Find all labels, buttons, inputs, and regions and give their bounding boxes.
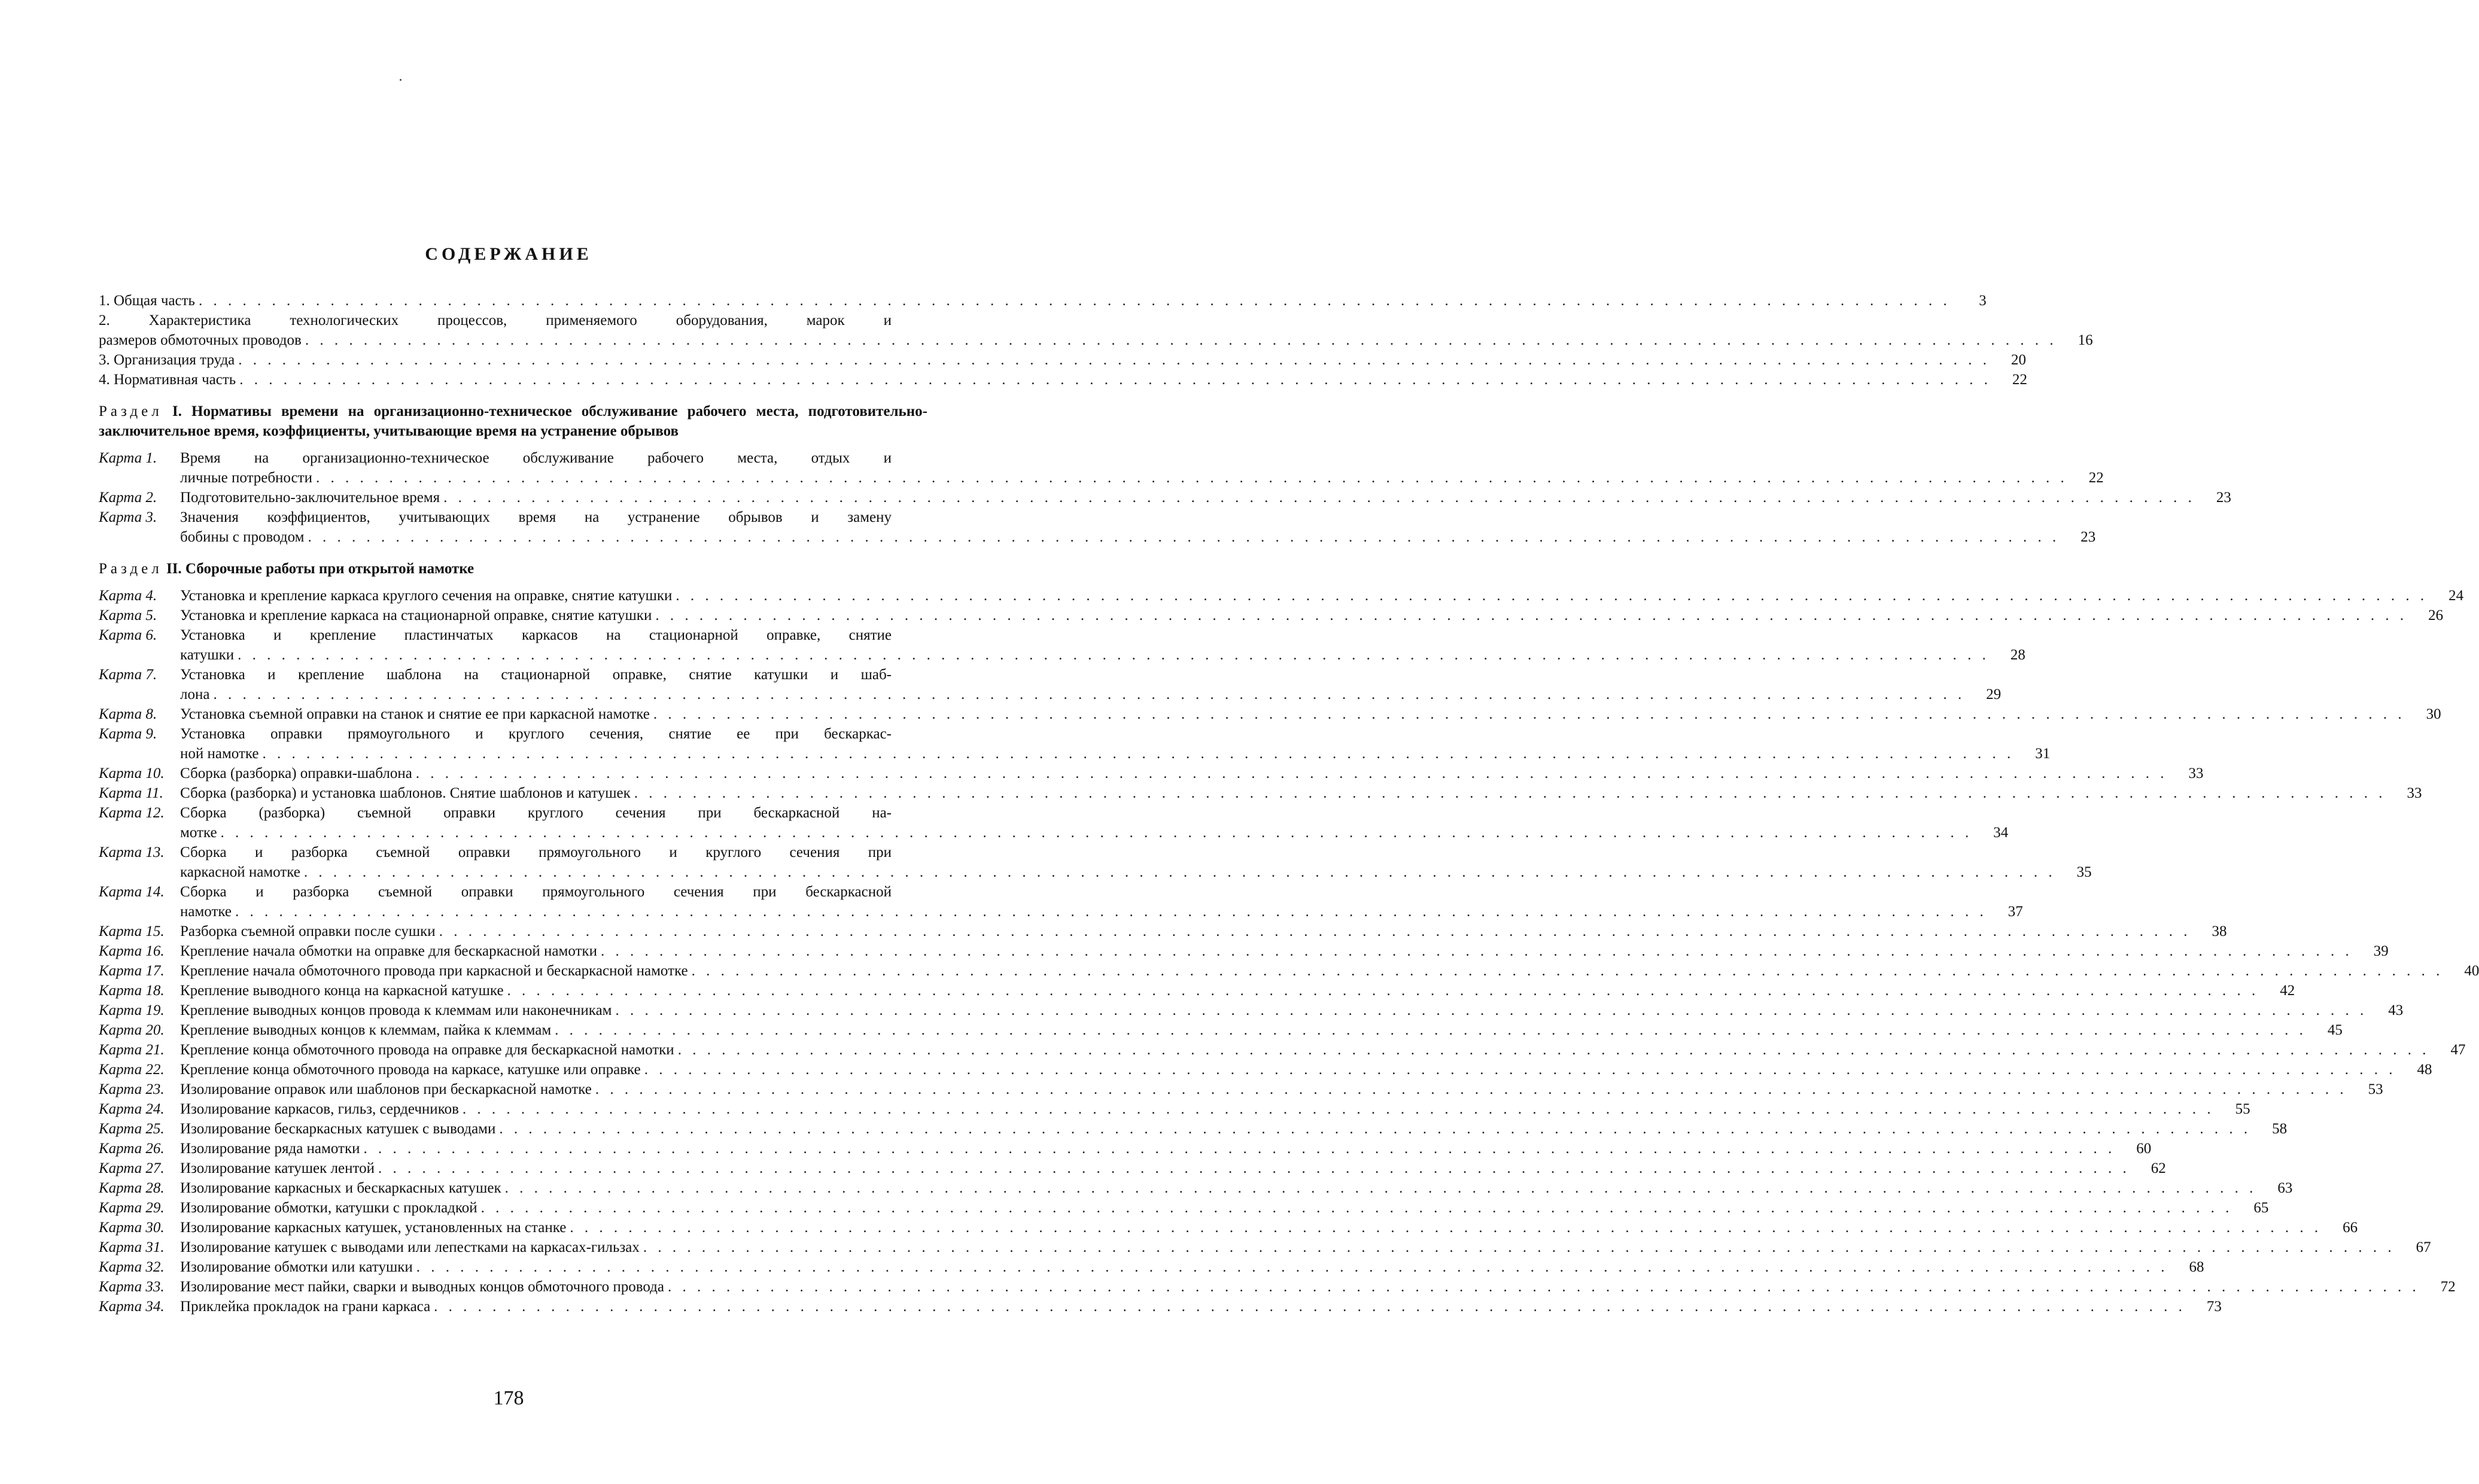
entry-line-text: Изолирование ряда намотки [180,1141,360,1157]
entry-line [99,311,927,330]
card-entry [99,448,2104,488]
entry-text [180,665,2002,704]
card-entry [99,507,2096,547]
entry-line [180,941,2389,961]
entry-text [180,764,2204,783]
entry-line-text: Установка оправки прямоугольного и круглого сечения, снятие ее при бескаркас- [180,726,892,742]
entry-line-text: каркасной намотке [180,864,300,880]
card-entry [99,1119,2288,1139]
card-entry [99,1001,2404,1020]
card-entry [99,1060,2432,1079]
entry-line-text: Изолирование каркасных и бескаркасных катушек [180,1180,501,1196]
card-entry [99,981,2295,1001]
dot-leader: . . . . . . . . . . . . . . . . . . . . . . . . . . . . . . . . . . . . . . . . . . . . . . . . . . . . . . . . . . . . . . . . . . . . . . . . . . . . . . . . . . . . . . . . . . . . . . . . . . . . . . . . . . . . . . . . . . . . . . . . [643,1239,2395,1255]
page-ref: 39 [2373,943,2389,959]
toc-entry [99,350,2027,370]
page-ref: 65 [2253,1200,2269,1216]
entry-text [180,1297,2222,1316]
entry-text [180,1119,2288,1139]
entry-line [180,724,927,744]
page-ref: 31 [2035,746,2051,762]
page-ref: 60 [2136,1141,2152,1157]
page-ref: 66 [2343,1220,2358,1236]
entry-text [180,843,2092,882]
card-label: Карта 16. [99,943,165,959]
entry-line-text: 4. Нормативная часть [99,372,236,388]
card-label: Карта 20. [99,1022,165,1038]
card-label: Карта 18. [99,983,165,999]
dot-leader: . . . . . . . . . . . . . . . . . . . . . . . . . . . . . . . . . . . . . . . . . . . . . . . . . . . . . . . . . . . . . . . . . . . . . . . . . . . . . . . . . . . . . . . . . . . . . . . . . . . . . . . . . . . . . . . . . . . . . . . . [363,1141,2116,1157]
entry-line [180,1218,2358,1237]
entry-line-text: Сборка и разборка съемной оправки прямоугольного сечения при бескаркасной [180,884,892,900]
card-entry [99,1020,2343,1040]
entry-line-text: Изолирование оправок или шаблонов при бескаркасной намотке [180,1081,592,1097]
card-entry [99,1158,2166,1178]
entry-line [99,370,2027,390]
dot-leader: . . . . . . . . . . . . . . . . . . . . . . . . . . . . . . . . . . . . . . . . . . . . . . . . . . . . . . . . . . . . . . . . . . . . . . . . . . . . . . . . . . . . . . . . . . . . . . . . . . . . . . . . . . . . . . . . . . . . . . . . [434,1298,2186,1315]
entry-line [180,625,927,645]
entry-line-text: Изолирование обмотки или катушки [180,1259,413,1275]
page-ref: 68 [2189,1259,2204,1275]
entry-text [180,625,2025,665]
entry-line-text: Приклейка прокладок на грани каркаса [180,1298,431,1315]
entry-text [99,370,2027,390]
dot-leader: . . . . . . . . . . . . . . . . . . . . . . . . . . . . . . . . . . . . . . . . . . . . . . . . . . . . . . . . . . . . . . . . . . . . . . . . . . . . . . . . . . . . . . . . . . . . . . . . . . . . . . . . . . . . . . . . . . . . . . . . [667,1279,2420,1295]
card-label: Карта 25. [99,1121,165,1137]
page-ref: 67 [2416,1239,2431,1255]
entry-line [180,586,2464,606]
toc-entry [99,291,1987,311]
dot-leader: . . . . . . . . . . . . . . . . . . . . . . . . . . . . . . . . . . . . . . . . . . . . . . . . . . . . . . . . . . . . . . . . . . . . . . . . . . . . . . . . . . . . . . . . . . . . . . . . . . . . . . . . . . . . . . . . . . . . . . . . [305,332,2057,348]
dot-leader: . . . . . . . . . . . . . . . . . . . . . . . . . . . . . . . . . . . . . . . . . . . . . . . . . . . . . . . . . . . . . . . . . . . . . . . . . . . . . . . . . . . . . . . . . . . . . . . . . . . . . . . . . . . . . . . . . . . . . . . . [504,1180,2257,1196]
entry-line-text: Крепление выводных концов к клеммам, пайка к клеммам [180,1022,552,1038]
entry-line [180,1099,2250,1119]
entry-text [180,448,2104,488]
entry-line [180,1198,2269,1218]
entry-line-text: 1. Общая часть [99,293,195,309]
card-entry [99,1198,2269,1218]
entry-text [180,1001,2404,1020]
entry-line [180,981,2295,1001]
card-label: Карта 22. [99,1062,165,1078]
entry-line-text: намотке [180,904,232,920]
entry-line-text: Крепление конца обмоточного провода на каркасе, катушке или оправке [180,1062,641,1078]
entry-text [180,1139,2152,1158]
page-ref: 47 [2450,1042,2466,1058]
entry-line-text: Установка и крепление пластинчатых каркасов на стационарной оправке, снятие [180,627,892,643]
entry-line [180,488,2231,507]
card-entry [99,1079,2383,1099]
entry-line [180,882,927,902]
entry-line-text: мотке [180,825,217,841]
page-ref: 63 [2277,1180,2293,1196]
dot-leader: . . . . . . . . . . . . . . . . . . . . . . . . . . . . . . . . . . . . . . . . . . . . . . . . . . . . . . . . . . . . . . . . . . . . . . . . . . . . . . . . . . . . . . . . . . . . . . . . . . . . . . . . . . . . . . . . . . . . . . . . [378,1160,2130,1176]
entry-line [180,1020,2343,1040]
entry-line-text: Сборка (разборка) и установка шаблонов. Снятие шаблонов и катушек [180,785,631,801]
dot-leader: . . . . . . . . . . . . . . . . . . . . . . . . . . . . . . . . . . . . . . . . . . . . . . . . . . . . . . . . . . . . . . . . . . . . . . . . . . . . . . . . . . . . . . . . . . . . . . . . . . . . . . . . . . . . . . . . . . . . . . . . [220,825,1973,841]
entry-line-text: Сборка и разборка съемной оправки прямоугольного и круглого сечения при [180,844,892,860]
page-ref: 23 [2216,489,2231,506]
page-ref: 16 [2078,332,2093,348]
dot-leader: . . . . . . . . . . . . . . . . . . . . . . . . . . . . . . . . . . . . . . . . . . . . . . . . . . . . . . . . . . . . . . . . . . . . . . . . . . . . . . . . . . . . . . . . . . . . . . . . . . . . . . . . . . . . . . . . . . . . . . . . [677,1042,2430,1058]
card-entry [99,803,2009,843]
entry-line-text: катушки [180,647,235,663]
page-ref: 45 [2327,1022,2343,1038]
card-label: Карта 34. [99,1298,165,1315]
entry-text [180,1237,2431,1257]
entry-text [99,311,2093,350]
entry-text [180,724,2051,764]
entry-line [180,606,2444,625]
dot-leader: . . . . . . . . . . . . . . . . . . . . . . . . . . . . . . . . . . . . . . . . . . . . . . . . . . . . . . . . . . . . . . . . . . . . . . . . . . . . . . . . . . . . . . . . . . . . . . . . . . . . . . . . . . . . . . . . . . . . . . . . [676,588,2428,604]
entry-text [180,981,2295,1001]
dot-leader: . . . . . . . . . . . . . . . . . . . . . . . . . . . . . . . . . . . . . . . . . . . . . . . . . . . . . . . . . . . . . . . . . . . . . . . . . . . . . . . . . . . . . . . . . . . . . . . . . . . . . . . . . . . . . . . . . . . . . . . . [480,1200,2233,1216]
entry-line [180,1158,2166,1178]
entry-line [180,803,927,823]
card-entry [99,1237,2431,1257]
page-title: СОДЕРЖАНИЕ [425,244,592,264]
entry-line-text: размеров обмоточных проводов [99,332,302,348]
entry-line [180,704,2441,724]
page-ref: 58 [2272,1121,2288,1137]
entry-line-text: Установка и крепление каркаса круглого сечения на оправке, снятие катушки [180,588,673,604]
entry-text [180,1079,2383,1099]
card-label: Карта 5. [99,607,157,624]
entry-line [180,862,2092,882]
card-entry [99,1139,2152,1158]
page-ref: 55 [2235,1101,2250,1117]
page-ref: 23 [2080,529,2096,545]
entry-line-text: Изолирование каркасов, гильз, сердечников [180,1101,459,1117]
entry-line-text: личные потребности [180,470,312,486]
card-entry [99,704,2441,724]
card-entry [99,1040,2466,1060]
dot-leader: . . . . . . . . . . . . . . . . . . . . . . . . . . . . . . . . . . . . . . . . . . . . . . . . . . . . . . . . . . . . . . . . . . . . . . . . . . . . . . . . . . . . . . . . . . . . . . . . . . . . . . . . . . . . . . . . . . . . . . . . [415,765,2168,781]
entry-line-text: Изолирование мест пайки, сварки и выводных концов обмоточного провода [180,1279,664,1295]
section-1-word: Раздел [99,403,163,419]
dot-leader: . . . . . . . . . . . . . . . . . . . . . . . . . . . . . . . . . . . . . . . . . . . . . . . . . . . . . . . . . . . . . . . . . . . . . . . . . . . . . . . . . . . . . . . . . . . . . . . . . . . . . . . . . . . . . . . . . . . . . . . . [262,746,2015,762]
entry-line-text: Сборка (разборка) съемной оправки круглого сечения при бескаркасной на- [180,805,892,821]
entry-line [180,1178,2293,1198]
card-entry [99,606,2444,625]
entry-line [180,961,2479,981]
entry-line [180,744,2051,764]
dot-leader: . . . . . . . . . . . . . . . . . . . . . . . . . . . . . . . . . . . . . . . . . . . . . . . . . . . . . . . . . . . . . . . . . . . . . . . . . . . . . . . . . . . . . . . . . . . . . . . . . . . . . . . . . . . . . . . . . . . . . . . . [213,686,1966,703]
dot-leader: . . . . . . . . . . . . . . . . . . . . . . . . . . . . . . . . . . . . . . . . . . . . . . . . . . . . . . . . . . . . . . . . . . . . . . . . . . . . . . . . . . . . . . . . . . . . . . . . . . . . . . . . . . . . . . . . . . . . . . . . [462,1101,2215,1117]
entry-line [180,1277,2456,1297]
entry-line-text: Крепление начала обмоточного провода при каркасной и бескаркасной намотке [180,963,688,979]
page-ref: 29 [1986,686,2002,703]
entry-line [180,448,927,468]
card-entry [99,764,2204,783]
entry-text [99,291,1987,311]
page-ref: 20 [2011,352,2027,368]
dot-leader: . . . . . . . . . . . . . . . . . . . . . . . . . . . . . . . . . . . . . . . . . . . . . . . . . . . . . . . . . . . . . . . . . . . . . . . . . . . . . . . . . . . . . . . . . . . . . . . . . . . . . . . . . . . . . . . . . . . . . . . . [308,529,2060,545]
page-ref: 72 [2440,1279,2456,1295]
entry-line [180,1139,2152,1158]
entry-line [180,1079,2383,1099]
card-label: Карта 15. [99,923,165,939]
dot-leader: . . . . . . . . . . . . . . . . . . . . . . . . . . . . . . . . . . . . . . . . . . . . . . . . . . . . . . . . . . . . . . . . . . . . . . . . . . . . . . . . . . . . . . . . . . . . . . . . . . . . . . . . . . . . . . . . . . . . . . . . [644,1062,2396,1078]
entry-line [180,507,927,527]
card-entry [99,1257,2204,1277]
dot-leader: . . . . . . . . . . . . . . . . . . . . . . . . . . . . . . . . . . . . . . . . . . . . . . . . . . . . . . . . . . . . . . . . . . . . . . . . . . . . . . . . . . . . . . . . . . . . . . . . . . . . . . . . . . . . . . . . . . . . . . . . [303,864,2056,880]
entry-text [180,606,2444,625]
page-ref: 43 [2388,1002,2404,1018]
page-ref: 28 [2010,647,2025,663]
dot-leader: . . . . . . . . . . . . . . . . . . . . . . . . . . . . . . . . . . . . . . . . . . . . . . . . . . . . . . . . . . . . . . . . . . . . . . . . . . . . . . . . . . . . . . . . . . . . . . . . . . . . . . . . . . . . . . . . . . . . . . . . [235,904,1987,920]
card-label: Карта 1. [99,450,157,466]
card-label: Карта 26. [99,1141,165,1157]
entry-line [180,843,927,862]
dot-leader: . . . . . . . . . . . . . . . . . . . . . . . . . . . . . . . . . . . . . . . . . . . . . . . . . . . . . . . . . . . . . . . . . . . . . . . . . . . . . . . . . . . . . . . . . . . . . . . . . . . . . . . . . . . . . . . . . . . . . . . . [655,607,2408,624]
section-2-cards-list [99,586,2479,1316]
entry-text [180,961,2479,981]
dot-leader: . . . . . . . . . . . . . . . . . . . . . . . . . . . . . . . . . . . . . . . . . . . . . . . . . . . . . . . . . . . . . . . . . . . . . . . . . . . . . . . . . . . . . . . . . . . . . . . . . . . . . . . . . . . . . . . . . . . . . . . . [691,963,2444,979]
entry-line [180,1001,2404,1020]
card-entry [99,586,2464,606]
dot-leader: . . . . . . . . . . . . . . . . . . . . . . . . . . . . . . . . . . . . . . . . . . . . . . . . . . . . . . . . . . . . . . . . . . . . . . . . . . . . . . . . . . . . . . . . . . . . . . . . . . . . . . . . . . . . . . . . . . . . . . . . [315,470,2068,486]
dot-leader: . . . . . . . . . . . . . . . . . . . . . . . . . . . . . . . . . . . . . . . . . . . . . . . . . . . . . . . . . . . . . . . . . . . . . . . . . . . . . . . . . . . . . . . . . . . . . . . . . . . . . . . . . . . . . . . . . . . . . . . . [443,489,2195,506]
entry-line [180,468,2104,488]
entry-line-text: Установка и крепление каркаса на стационарной оправке, снятие катушки [180,607,652,624]
page-ref: 35 [2076,864,2092,880]
entry-text [180,586,2464,606]
dot-leader: . . . . . . . . . . . . . . . . . . . . . . . . . . . . . . . . . . . . . . . . . . . . . . . . . . . . . . . . . . . . . . . . . . . . . . . . . . . . . . . . . . . . . . . . . . . . . . . . . . . . . . . . . . . . . . . . . . . . . . . . [198,293,1951,309]
card-label: Карта 12. [99,805,165,821]
page-ref: 33 [2188,765,2204,781]
page-ref: 24 [2448,588,2464,604]
card-label: Карта 33. [99,1279,165,1295]
entry-line-text: бобины с проводом [180,529,305,545]
entry-text [180,882,2023,922]
card-entry [99,941,2389,961]
card-label: Карта 19. [99,1002,165,1018]
card-entry [99,882,2023,922]
section-2-text: II. Сборочные работы при открытой намотке [166,561,474,577]
entry-line [180,902,2023,922]
entry-text [180,1060,2432,1079]
card-entry [99,843,2092,882]
section-2-heading [99,559,927,579]
card-label: Карта 24. [99,1101,165,1117]
entry-line-text: Изолирование катушек с выводами или лепестками на каркасах-гильзах [180,1239,640,1255]
entry-line-text: Изолирование бескаркасных катушек с выводами [180,1121,496,1137]
entry-text [180,922,2227,941]
entry-line [180,1060,2432,1079]
entry-line-text: ной намотке [180,746,259,762]
entry-line [180,645,2025,665]
page-ref: 33 [2407,785,2422,801]
page-ref: 34 [1993,825,2009,841]
card-label: Карта 9. [99,726,157,742]
card-label: Карта 11. [99,785,163,801]
entry-line [99,350,2027,370]
table-of-contents [99,291,2479,1316]
entry-line-text: лона [180,686,210,703]
card-label: Карта 30. [99,1220,165,1236]
page-ref: 22 [2012,372,2027,388]
page-ref: 3 [1979,293,1987,309]
entry-text [180,941,2389,961]
page-ref: 22 [2088,470,2104,486]
card-entry [99,488,2231,507]
card-label: Карта 28. [99,1180,165,1196]
card-label: Карта 13. [99,844,165,860]
card-entry [99,922,2227,941]
entry-text [180,1198,2269,1218]
card-label: Карта 4. [99,588,157,604]
card-label: Карта 21. [99,1042,165,1058]
card-label: Карта 6. [99,627,157,643]
card-label: Карта 32. [99,1259,165,1275]
card-label: Карта 8. [99,706,157,722]
section-2-word: Раздел [99,561,163,577]
entry-text [180,1020,2343,1040]
dot-leader: . . . . . . . . . . . . . . . . . . . . . . . . . . . . . . . . . . . . . . . . . . . . . . . . . . . . . . . . . . . . . . . . . . . . . . . . . . . . . . . . . . . . . . . . . . . . . . . . . . . . . . . . . . . . . . . . . . . . . . . . [634,785,2386,801]
entry-line [180,823,2009,843]
page-ref: 62 [2151,1160,2166,1176]
entry-line [180,685,2002,704]
dot-leader: . . . . . . . . . . . . . . . . . . . . . . . . . . . . . . . . . . . . . . . . . . . . . . . . . . . . . . . . . . . . . . . . . . . . . . . . . . . . . . . . . . . . . . . . . . . . . . . . . . . . . . . . . . . . . . . . . . . . . . . . [570,1220,2322,1236]
entry-line-text: Установка съемной оправки на станок и снятие ее при каркасной намотке [180,706,650,722]
card-label: Карта 7. [99,667,157,683]
entry-text [180,1158,2166,1178]
card-entry [99,1297,2222,1316]
entry-line [180,1040,2466,1060]
entry-text [180,704,2441,724]
section-1-heading [99,402,927,441]
entry-text [180,507,2096,547]
entry-text [180,488,2231,507]
entry-text [180,1040,2466,1060]
entry-line-text: Изолирование обмотки, катушки с прокладкой [180,1200,477,1216]
page-ref: 30 [2426,706,2441,722]
page-ref: 73 [2206,1298,2222,1315]
entry-line [99,291,1987,311]
entry-text [180,1178,2293,1198]
entry-line-text: Сборка (разборка) оправки-шаблона [180,765,412,781]
page-ref: 53 [2368,1081,2383,1097]
card-entry [99,1178,2293,1198]
entry-line [99,330,2093,350]
card-entry [99,665,2002,704]
page-ref: 38 [2212,923,2227,939]
page-number: 178 [493,1387,524,1409]
entry-line-text: 2. Характеристика технологических процессов, применяемого оборудования, марок и [99,312,892,329]
dot-leader: . . . . . . . . . . . . . . . . . . . . . . . . . . . . . . . . . . . . . . . . . . . . . . . . . . . . . . . . . . . . . . . . . . . . . . . . . . . . . . . . . . . . . . . . . . . . . . . . . . . . . . . . . . . . . . . . . . . . . . . . [239,372,1991,388]
card-label: Карта 17. [99,963,165,979]
entry-line-text: Изолирование каркасных катушек, установленных на станке [180,1220,567,1236]
dot-leader: . . . . . . . . . . . . . . . . . . . . . . . . . . . . . . . . . . . . . . . . . . . . . . . . . . . . . . . . . . . . . . . . . . . . . . . . . . . . . . . . . . . . . . . . . . . . . . . . . . . . . . . . . . . . . . . . . . . . . . . . [555,1022,2307,1038]
entry-line-text: Крепление конца обмоточного провода на оправке для бескаркасной намотки [180,1042,674,1058]
entry-line [180,1297,2222,1316]
card-entry [99,1218,2358,1237]
entry-line-text: Время на организационно-техническое обслуживание рабочего места, отдых и [180,450,892,466]
card-entry [99,961,2479,981]
general-items-list [99,291,2093,390]
dot-leader: . . . . . . . . . . . . . . . . . . . . . . . . . . . . . . . . . . . . . . . . . . . . . . . . . . . . . . . . . . . . . . . . . . . . . . . . . . . . . . . . . . . . . . . . . . . . . . . . . . . . . . . . . . . . . . . . . . . . . . . . [238,352,1991,368]
entry-text [180,1277,2456,1297]
entry-line-text: Значения коэффициентов, учитывающих время на устранение обрывов и замену [180,509,892,525]
page-ref: 48 [2417,1062,2432,1078]
dot-leader: . . . . . . . . . . . . . . . . . . . . . . . . . . . . . . . . . . . . . . . . . . . . . . . . . . . . . . . . . . . . . . . . . . . . . . . . . . . . . . . . . . . . . . . . . . . . . . . . . . . . . . . . . . . . . . . . . . . . . . . . [600,943,2353,959]
card-entry [99,724,2051,764]
card-entry [99,783,2422,803]
entry-line [180,922,2227,941]
dot-leader: . . . . . . . . . . . . . . . . . . . . . . . . . . . . . . . . . . . . . . . . . . . . . . . . . . . . . . . . . . . . . . . . . . . . . . . . . . . . . . . . . . . . . . . . . . . . . . . . . . . . . . . . . . . . . . . . . . . . . . . . [615,1002,2368,1018]
entry-text [99,350,2027,370]
entry-line [180,764,2204,783]
card-entry [99,1277,2456,1297]
entry-line [180,665,927,685]
dot-leader: . . . . . . . . . . . . . . . . . . . . . . . . . . . . . . . . . . . . . . . . . . . . . . . . . . . . . . . . . . . . . . . . . . . . . . . . . . . . . . . . . . . . . . . . . . . . . . . . . . . . . . . . . . . . . . . . . . . . . . . . [238,647,1990,663]
entry-text [180,803,2009,843]
entry-line-text: 3. Организация труда [99,352,235,368]
section-1-text: I. Нормативы времени на организационно-техническое обслуживание рабочего места, подготовительно-заключительное время, коэффициенты, учитывающие время на устранение обрывов [99,403,927,439]
card-label: Карта 31. [99,1239,165,1255]
entry-text [180,783,2422,803]
entry-line-text: Разборка съемной оправки после сушки [180,923,436,939]
entry-line-text: Крепление выводного конца на каркасной катушке [180,983,504,999]
entry-line [180,1119,2288,1139]
card-label: Карта 14. [99,884,165,900]
entry-line-text: Подготовительно-заключительное время [180,489,440,506]
card-label: Карта 23. [99,1081,165,1097]
dot-leader: . . . . . . . . . . . . . . . . . . . . . . . . . . . . . . . . . . . . . . . . . . . . . . . . . . . . . . . . . . . . . . . . . . . . . . . . . . . . . . . . . . . . . . . . . . . . . . . . . . . . . . . . . . . . . . . . . . . . . . . . [439,923,2191,939]
toc-entry [99,311,2093,350]
entry-line [180,1257,2204,1277]
dot-leader: . . . . . . . . . . . . . . . . . . . . . . . . . . . . . . . . . . . . . . . . . . . . . . . . . . . . . . . . . . . . . . . . . . . . . . . . . . . . . . . . . . . . . . . . . . . . . . . . . . . . . . . . . . . . . . . . . . . . . . . . [653,706,2405,722]
entry-line [180,783,2422,803]
entry-text [180,1218,2358,1237]
page-ref: 40 [2464,963,2479,979]
entry-text [180,1099,2250,1119]
entry-line [180,527,2096,547]
section-1-cards-list [99,448,2231,547]
card-label: Карта 27. [99,1160,165,1176]
card-label: Карта 10. [99,765,165,781]
card-entry [99,625,2025,665]
entry-text [180,1257,2204,1277]
dot-leader: . . . . . . . . . . . . . . . . . . . . . . . . . . . . . . . . . . . . . . . . . . . . . . . . . . . . . . . . . . . . . . . . . . . . . . . . . . . . . . . . . . . . . . . . . . . . . . . . . . . . . . . . . . . . . . . . . . . . . . . . [416,1259,2168,1275]
dot-leader: . . . . . . . . . . . . . . . . . . . . . . . . . . . . . . . . . . . . . . . . . . . . . . . . . . . . . . . . . . . . . . . . . . . . . . . . . . . . . . . . . . . . . . . . . . . . . . . . . . . . . . . . . . . . . . . . . . . . . . . . [595,1081,2347,1097]
scan-speck [400,79,401,81]
page-ref: 26 [2428,607,2444,624]
card-label: Карта 2. [99,489,157,506]
entry-line-text: Установка и крепление шаблона на стационарной оправке, снятие катушки и шаб- [180,667,892,683]
dot-leader: . . . . . . . . . . . . . . . . . . . . . . . . . . . . . . . . . . . . . . . . . . . . . . . . . . . . . . . . . . . . . . . . . . . . . . . . . . . . . . . . . . . . . . . . . . . . . . . . . . . . . . . . . . . . . . . . . . . . . . . . [507,983,2259,999]
card-label: Карта 29. [99,1200,165,1216]
entry-line-text: Изолирование катушек лентой [180,1160,375,1176]
entry-line-text: Крепление начала обмотки на оправке для бескаркасной намотки [180,943,597,959]
entry-line-text: Крепление выводных концов провода к клеммам или наконечникам [180,1002,612,1018]
card-label: Карта 3. [99,509,157,525]
entry-line [180,1237,2431,1257]
dot-leader: . . . . . . . . . . . . . . . . . . . . . . . . . . . . . . . . . . . . . . . . . . . . . . . . . . . . . . . . . . . . . . . . . . . . . . . . . . . . . . . . . . . . . . . . . . . . . . . . . . . . . . . . . . . . . . . . . . . . . . . . [499,1121,2252,1137]
toc-entry [99,370,2027,390]
card-entry [99,1099,2250,1119]
page-ref: 37 [2007,904,2023,920]
page-ref: 42 [2280,983,2295,999]
